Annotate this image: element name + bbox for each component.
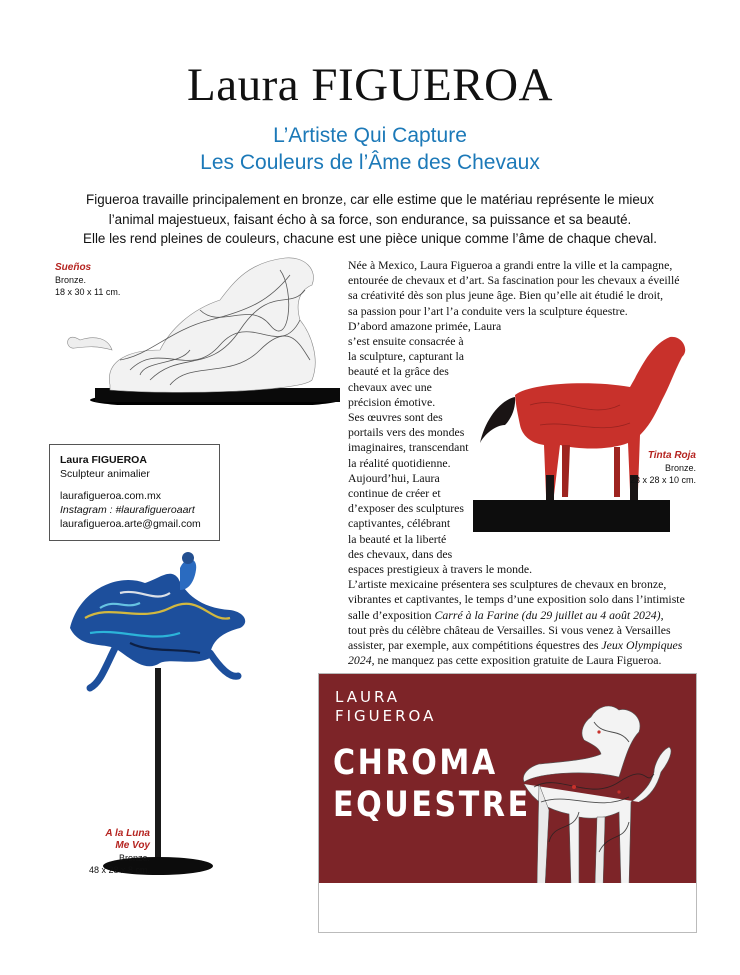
article-line: chevaux avec une xyxy=(348,379,432,394)
contact-card xyxy=(49,444,220,541)
intro-line: l’animal majestueux, faisant écho à sa force, son endurance, sa puissance et sa beauté. xyxy=(108,211,632,227)
article-line: la beauté et la liberté xyxy=(348,531,447,546)
article-text: assister, par exemple, aux compétitions équestres des xyxy=(348,638,602,653)
article-lines xyxy=(348,258,698,608)
contact-website[interactable]: laurafigueroa.com.mx xyxy=(60,490,161,502)
caption-size: 18 x 30 x 11 cm. xyxy=(55,287,121,297)
poster-footer xyxy=(318,883,697,933)
caption-material: Bronze. xyxy=(664,463,696,473)
page-title: Laura FIGUEROA xyxy=(187,59,553,111)
article-line: portails vers des mondes xyxy=(348,425,465,440)
contact-role: Sculpteur animalier xyxy=(60,468,150,480)
caption-a-la-luna xyxy=(60,828,150,876)
article-line: D’abord amazone primée, Laura xyxy=(348,318,502,333)
caption-material: Bronze. xyxy=(55,275,87,285)
caption-title: Tinta Roja xyxy=(647,450,696,461)
poster-artist-name xyxy=(335,688,436,726)
article-line: tout près du célèbre château de Versailles. Si vous venez à Versailles xyxy=(348,622,671,637)
caption-size: 23 x 28 x 10 cm. xyxy=(629,475,696,485)
olympics-reference: Jeux Olympiques xyxy=(601,638,683,653)
poster-name-line: LAURA xyxy=(335,688,401,706)
caption-size: 48 x 28 x 8 cm. xyxy=(88,865,150,875)
caption-material: Bronze. xyxy=(118,853,150,863)
article-line: la réalité quotidienne. xyxy=(348,455,451,470)
exhibition-venue: Carré à la Farine (du 29 juillet au 4 août 2024), xyxy=(434,607,664,622)
article-line: la sculpture, capturant la xyxy=(348,349,464,364)
article-line: imaginaires, transcendant xyxy=(348,440,469,455)
caption-title: Me Voy xyxy=(115,840,150,851)
article-line: continue de créer et xyxy=(348,486,441,501)
contact-email[interactable]: laurafigueroa.arte@gmail.com xyxy=(60,518,201,530)
intro-line: Elle les rend pleines de couleurs, chacune est une pièce unique comme l’âme de chaque cheval. xyxy=(83,231,657,246)
article-text: salle d’exposition xyxy=(348,607,435,622)
caption-suenos xyxy=(55,262,120,298)
article-line: beauté et la grâce des xyxy=(348,364,449,379)
contact-instagram[interactable]: Instagram : #laurafigueroaart xyxy=(60,504,195,516)
article-line: L’artiste mexicaine présentera ses sculptures de chevaux en bronze, xyxy=(348,577,667,592)
subtitle-line-2: Les Couleurs de l’Âme des Chevaux xyxy=(200,151,540,174)
article-line: précision émotive. xyxy=(348,394,436,409)
article-line: vibrantes et captivantes, le temps d’une exposition solo dans l’intimiste xyxy=(348,592,685,607)
intro-paragraph xyxy=(60,190,680,249)
caption-title: Sueños xyxy=(55,262,92,273)
article-line: s’est ensuite consacrée à xyxy=(348,334,464,349)
article-line: sa créativité dès son plus jeune âge. Bien qu’elle ait étudié le droit, xyxy=(348,288,664,303)
article-line: Aujourd’hui, Laura xyxy=(348,470,440,485)
article-line: espaces prestigieux à travers le monde. xyxy=(348,562,533,577)
caption-title: A la Luna xyxy=(105,828,150,839)
article-body xyxy=(348,258,698,668)
poster-title-line: EQUESTRE xyxy=(333,785,531,825)
article-line xyxy=(348,653,698,668)
contact-name: Laura FIGUEROA xyxy=(60,454,147,466)
article-text: , ne manquez pas cette exposition gratuite de Laura Figueroa. xyxy=(371,653,662,668)
poster-title-line: CHROMA xyxy=(333,743,498,783)
article-line: entourée de chevaux et d’art. Sa fascination pour les chevaux a éveillé xyxy=(348,273,680,288)
article-line xyxy=(348,608,698,623)
article-line: sa passion pour l’art l’a conduite vers la sculpture équestre. xyxy=(348,303,628,318)
article-line: Née à Mexico, Laura Figueroa a grandi entre la ville et la campagne, xyxy=(348,258,673,272)
poster-name-line: FIGUEROA xyxy=(335,707,437,725)
article-line: captivantes, célébrant xyxy=(348,516,451,531)
article-line: d’exposer des sculptures xyxy=(348,501,464,516)
intro-line: Figueroa travaille principalement en bronze, car elle estime que le matériau représente le mieux xyxy=(86,192,654,207)
article-line xyxy=(348,638,698,653)
olympics-year: 2024 xyxy=(348,653,372,668)
subtitle-line-1: L’Artiste Qui Capture xyxy=(273,124,467,147)
article-line: Ses œuvres sont des xyxy=(348,410,443,425)
article-line: des chevaux, dans des xyxy=(348,546,453,561)
